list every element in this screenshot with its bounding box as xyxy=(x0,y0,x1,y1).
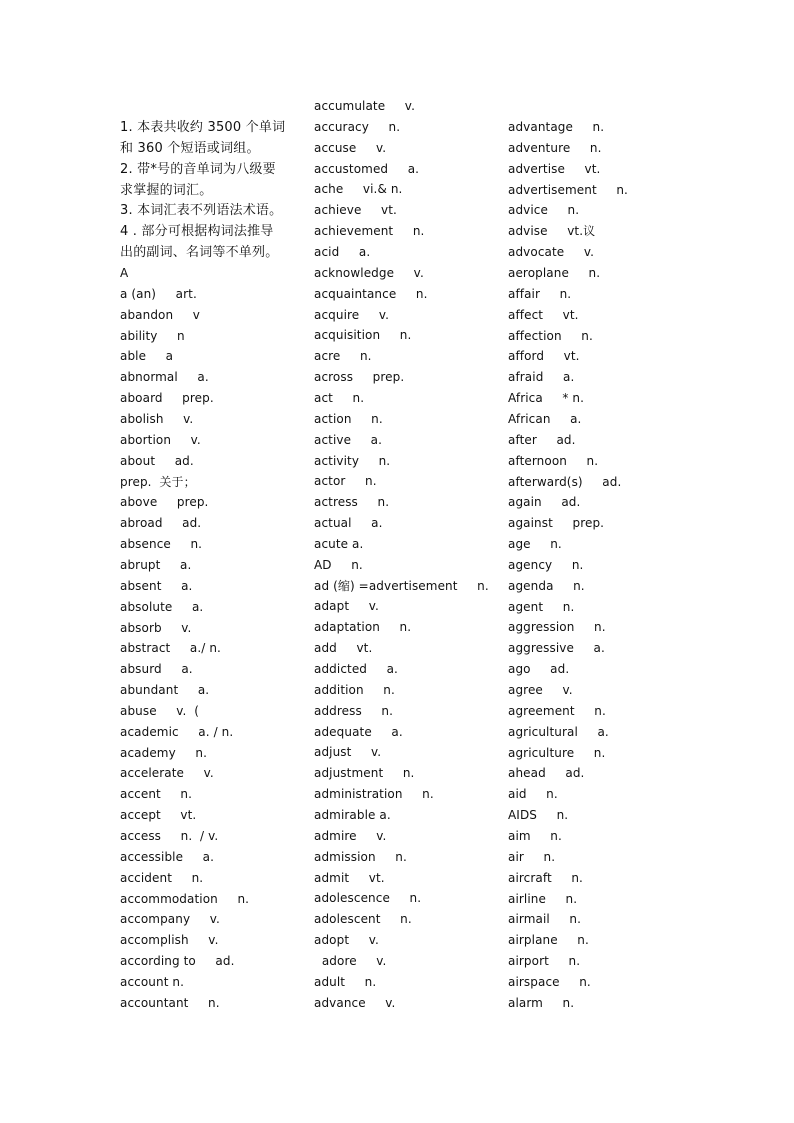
word-entry: abnormal a. xyxy=(120,370,209,385)
note-line: 2. 带*号的音单词为八级要 xyxy=(120,161,276,177)
word-entry: abolish v. xyxy=(120,412,194,426)
word-entry: accompany v. xyxy=(120,912,220,927)
note-line: 3. 本词汇表不列语法术语。 xyxy=(120,203,283,219)
note-line: 求掌握的词汇。 xyxy=(120,182,213,198)
word-entry: acid a. xyxy=(314,245,371,259)
word-entry: affect vt. xyxy=(508,307,579,322)
word-entry: agricultural a. xyxy=(508,724,609,739)
word-entry: accustomed a. xyxy=(314,161,420,176)
word-entry: adult n. xyxy=(314,974,377,989)
word-entry: accumulate v. xyxy=(314,99,415,113)
word-entry: afterward(s) ad. xyxy=(508,474,622,489)
word-entry: accept vt. xyxy=(120,808,197,823)
word-entry: aboard prep. xyxy=(120,391,214,406)
word-entry: adjustment n. xyxy=(314,766,415,781)
word-entry: against prep. xyxy=(508,516,605,531)
word-entry: abandon v xyxy=(120,307,200,322)
word-entry: agenda n. xyxy=(508,578,585,593)
word-entry: administration n. xyxy=(314,787,434,802)
word-entry: age n. xyxy=(508,537,562,551)
word-entry: ago ad. xyxy=(508,662,570,677)
word-entry: absolute a. xyxy=(120,599,204,614)
word-entry: after ad. xyxy=(508,432,576,447)
word-entry: accelerate v. xyxy=(120,766,214,781)
word-entry: abroad ad. xyxy=(120,516,202,531)
word-entry: actor n. xyxy=(314,474,377,489)
word-entry: affair n. xyxy=(508,286,572,301)
word-entry: abundant a. xyxy=(120,683,210,697)
word-entry: address n. xyxy=(314,703,394,718)
word-entry: action n. xyxy=(314,411,383,426)
note-line: 4 . 部分可根据构词法推导 xyxy=(120,224,274,240)
word-entry: admission n. xyxy=(314,849,407,864)
word-entry: adopt v. xyxy=(314,933,379,947)
word-entry: accuse v. xyxy=(314,140,387,155)
word-entry: addition n. xyxy=(314,682,395,697)
word-entry: advertise vt. xyxy=(508,161,601,176)
word-entry: actress n. xyxy=(314,495,390,510)
note-line: 1. 本表共收约 3500 个单词 xyxy=(120,120,286,135)
word-entry: accountant n. xyxy=(120,995,220,1010)
word-entry: aggression n. xyxy=(508,620,606,635)
word-entry: active a. xyxy=(314,432,383,447)
word-entry: ache vi.& n. xyxy=(314,182,403,197)
word-entry: academic a. / n. xyxy=(120,724,234,739)
section-letter: A xyxy=(120,266,129,280)
word-entry: advice n. xyxy=(508,203,580,218)
word-entry: aid n. xyxy=(508,787,558,802)
word-entry: airspace n. xyxy=(508,974,591,989)
word-entry: afford vt. xyxy=(508,349,580,364)
word-entry: abortion v. xyxy=(120,432,201,447)
word-entry: acquire v. xyxy=(314,307,390,322)
word-entry: advantage n. xyxy=(508,120,605,134)
word-entry: a (an) art. xyxy=(120,286,197,301)
word-entry: aim n. xyxy=(508,828,562,843)
word-entry: adventure n. xyxy=(508,140,602,155)
word-entry: accuracy n. xyxy=(314,119,401,134)
word-entry: agriculture n. xyxy=(508,745,606,760)
word-entry: able a xyxy=(120,349,174,364)
word-entry: prep. 关于； xyxy=(120,474,196,489)
word-entry: afternoon n. xyxy=(508,453,599,468)
word-entry: AD n. xyxy=(314,557,363,572)
word-entry: about ad. xyxy=(120,453,194,468)
word-entry: addicted a. xyxy=(314,662,398,676)
word-entry: acquaintance n. xyxy=(314,286,428,301)
word-entry: advertisement n. xyxy=(508,182,628,197)
word-entry: airplane n. xyxy=(508,933,589,948)
word-entry: achieve vt. xyxy=(314,203,397,218)
word-entry: affection n. xyxy=(508,328,593,343)
word-entry: acre n. xyxy=(314,349,372,364)
word-entry: adore v. xyxy=(314,953,387,968)
word-entry: acknowledge v. xyxy=(314,265,424,280)
word-entry: agent n. xyxy=(508,599,575,614)
word-entry: admit vt. xyxy=(314,870,385,885)
word-entry: aeroplane n. xyxy=(508,266,601,280)
word-entry: adaptation n. xyxy=(314,620,412,635)
word-entry: account n. xyxy=(120,974,185,989)
word-entry: advocate v. xyxy=(508,245,595,260)
word-entry: agreement n. xyxy=(508,703,606,718)
word-entry: alarm n. xyxy=(508,995,575,1010)
word-entry: activity n. xyxy=(314,453,391,468)
word-entry: absorb v. xyxy=(120,620,192,635)
note-line: 出的副词、名词等不单列。 xyxy=(120,245,279,261)
word-entry: acute a. xyxy=(314,536,364,551)
word-entry: AIDS n. xyxy=(508,808,569,823)
word-entry: airline n. xyxy=(508,891,578,906)
word-entry: abrupt a. xyxy=(120,557,192,572)
word-entry: according to ad. xyxy=(120,954,235,969)
word-entry: act n. xyxy=(314,390,365,405)
word-entry: across prep. xyxy=(314,370,405,385)
word-entry: accent n. xyxy=(120,787,193,802)
word-entry: agency n. xyxy=(508,557,584,572)
word-entry: accident n. xyxy=(120,870,204,885)
word-entry: ahead ad. xyxy=(508,766,585,781)
word-entry: advise vt.议 xyxy=(508,224,596,239)
word-entry: afraid a. xyxy=(508,370,575,385)
word-entry: aggressive a. xyxy=(508,641,605,656)
word-entry: aircraft n. xyxy=(508,870,583,885)
word-entry: Africa * n. xyxy=(508,391,585,406)
word-entry: absence n. xyxy=(120,537,203,551)
word-entry: accessible a. xyxy=(120,849,215,864)
word-entry: abuse v. ( xyxy=(120,703,200,718)
word-entry: admire v. xyxy=(314,828,387,843)
word-entry: agree v. xyxy=(508,683,573,697)
word-entry: adequate a. xyxy=(314,724,403,739)
word-entry: adolescence n. xyxy=(314,891,422,906)
word-entry: absent a. xyxy=(120,578,193,593)
word-entry: adolescent n. xyxy=(314,912,412,927)
word-entry: adjust v. xyxy=(314,745,382,760)
word-entry: African a. xyxy=(508,411,582,426)
word-entry: access n. / v. xyxy=(120,829,219,843)
word-entry: abstract a./ n. xyxy=(120,641,221,656)
word-entry: add vt. xyxy=(314,641,373,656)
word-entry: again ad. xyxy=(508,495,581,510)
word-entry: admirable a. xyxy=(314,807,391,822)
word-entry: academy n. xyxy=(120,745,207,760)
word-entry: airmail n. xyxy=(508,912,582,927)
word-entry: airport n. xyxy=(508,954,581,968)
word-entry: absurd a. xyxy=(120,662,193,677)
word-entry: above prep. xyxy=(120,495,209,510)
note-line: 和 360 个短语或词组。 xyxy=(120,140,260,156)
word-entry: acquisition n. xyxy=(314,328,412,343)
word-entry: ad (缩) =advertisement n. xyxy=(314,578,489,593)
word-entry: ability n xyxy=(120,328,185,343)
word-entry: achievement n. xyxy=(314,224,425,239)
word-entry: accommodation n. xyxy=(120,891,250,906)
word-entry: accomplish v. xyxy=(120,933,219,948)
word-entry: actual a. xyxy=(314,516,383,530)
word-entry: air n. xyxy=(508,849,556,864)
word-entry: adapt v. xyxy=(314,599,379,614)
word-entry: advance v. xyxy=(314,995,396,1010)
